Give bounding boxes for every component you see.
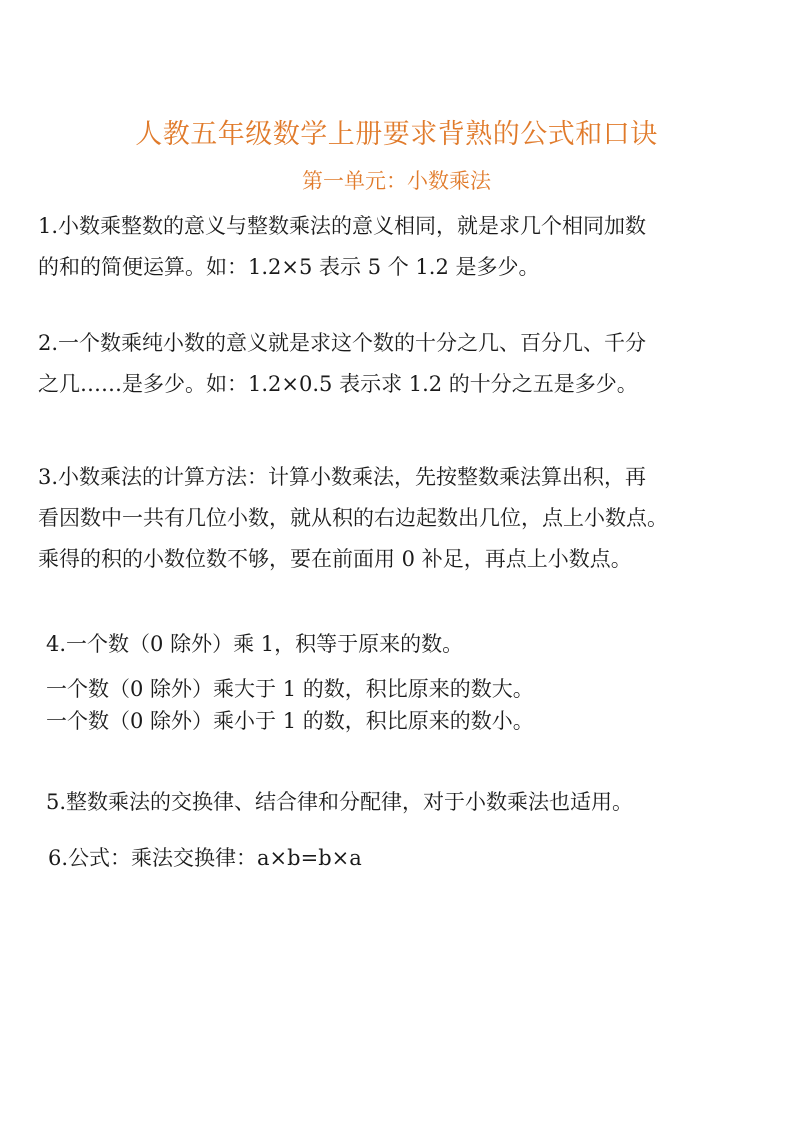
item-4-line-2: 一个数（0 除外）乘大于 1 的数，积比原来的数大。	[46, 677, 534, 701]
item-4-line-1: 4.一个数（0 除外）乘 1，积等于原来的数。	[46, 632, 464, 656]
item-3-line-3: 乘得的积的小数位数不够，要在前面用 0 补足，再点上小数点。	[38, 547, 632, 571]
item-2-line-1: 2.一个数乘纯小数的意义就是求这个数的十分之几、百分几、千分	[38, 331, 647, 355]
item-3-line-2: 看因数中一共有几位小数，就从积的右边起数出几位，点上小数点。	[38, 506, 668, 530]
item-6	[48, 838, 763, 879]
item-4	[46, 624, 761, 665]
page-title: 人教五年级数学上册要求背熟的公式和口诀	[135, 119, 658, 150]
item-4-line-3: 一个数（0 除外）乘小于 1 的数，积比原来的数小。	[46, 709, 534, 733]
item-3	[38, 457, 753, 580]
item-5	[46, 782, 761, 823]
item-4-continuation	[46, 673, 761, 737]
item-3-line-1: 3.小数乘法的计算方法：计算小数乘法，先按整数乘法算出积，再	[38, 465, 647, 489]
item-1	[38, 206, 753, 288]
item-1-line-1: 1.小数乘整数的意义与整数乘法的意义相同，就是求几个相同加数	[38, 214, 647, 238]
item-2	[38, 323, 753, 405]
item-6-line-1: 6.公式：乘法交换律：a×b=b×a	[48, 846, 362, 870]
item-5-line-1: 5.整数乘法的交换律、结合律和分配律，对于小数乘法也适用。	[46, 790, 634, 814]
item-1-line-2: 的和的简便运算。如：1.2×5 表示 5 个 1.2 是多少。	[38, 255, 540, 279]
section-subtitle: 第一单元：小数乘法	[302, 169, 491, 193]
item-2-line-2: 之几……是多少。如：1.2×0.5 表示求 1.2 的十分之五是多少。	[38, 372, 638, 396]
